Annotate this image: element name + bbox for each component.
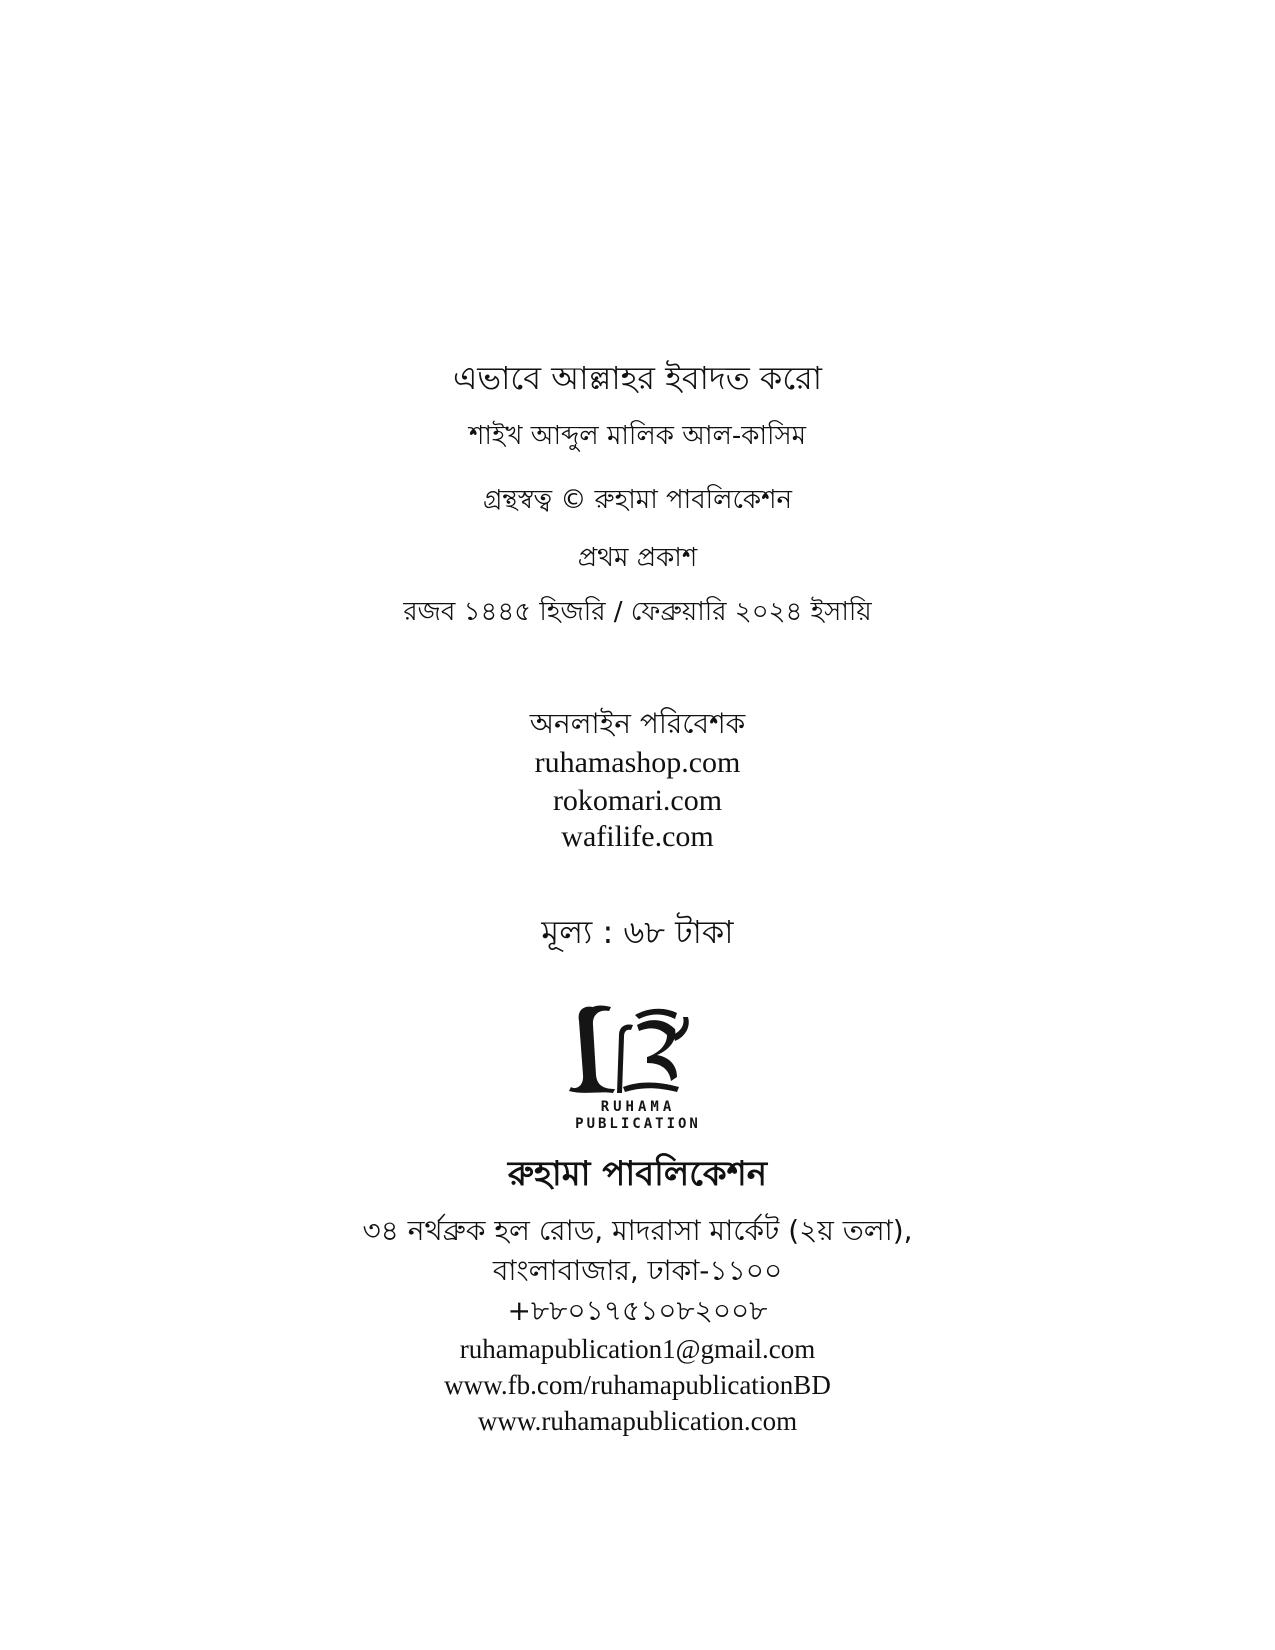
ruhama-publication-logo [553,995,723,1130]
publisher-email: ruhamapublication1@gmail.com [459,1334,816,1364]
publisher-facebook: www.fb.com/ruhamapublicationBD [444,1370,831,1400]
publisher-name: রুহামা পাবলিকেশন [507,1154,768,1194]
open-book-logo-icon [553,995,723,1130]
book-author: শাইখ আব্দুল মালিক আল-কাসিম [468,421,807,451]
book-price: মূল্য : ৬৮ টাকা [541,913,734,951]
distributor-site: ruhamashop.com [534,746,741,779]
book-title: এভাবে আল্লাহর ইবাদত করো [452,359,823,397]
logo-text-line2: PUBLICATION [575,1116,701,1130]
publisher-address-line1: ৩৪ নর্থব্রুক হল রোড, মাদরাসা মার্কেট (২য় তলা), [362,1214,913,1247]
logo-text-line1: RUHAMA [600,1099,676,1115]
publisher-website: www.ruhamapublication.com [477,1406,798,1436]
online-distributor-label: অনলাইন পরিবেশক [529,707,746,740]
edition-label: প্রথম প্রকাশ [577,543,698,573]
publisher-address-line2: বাংলাবাজার, ঢাকা-১১০০ [492,1254,783,1287]
distributor-site: wafilife.com [561,820,714,853]
publisher-phone: +৮৮০১৭৫১০৮২০০৮ [507,1294,768,1327]
copyright-notice: গ্রন্থস্বত্ব © রুহামা পাবলিকেশন [482,485,793,515]
publication-date: রজব ১৪৪৫ হিজরি / ফেব্রুয়ারি ২০২৪ ইসায়ি [403,597,872,627]
distributor-site: rokomari.com [552,784,723,817]
